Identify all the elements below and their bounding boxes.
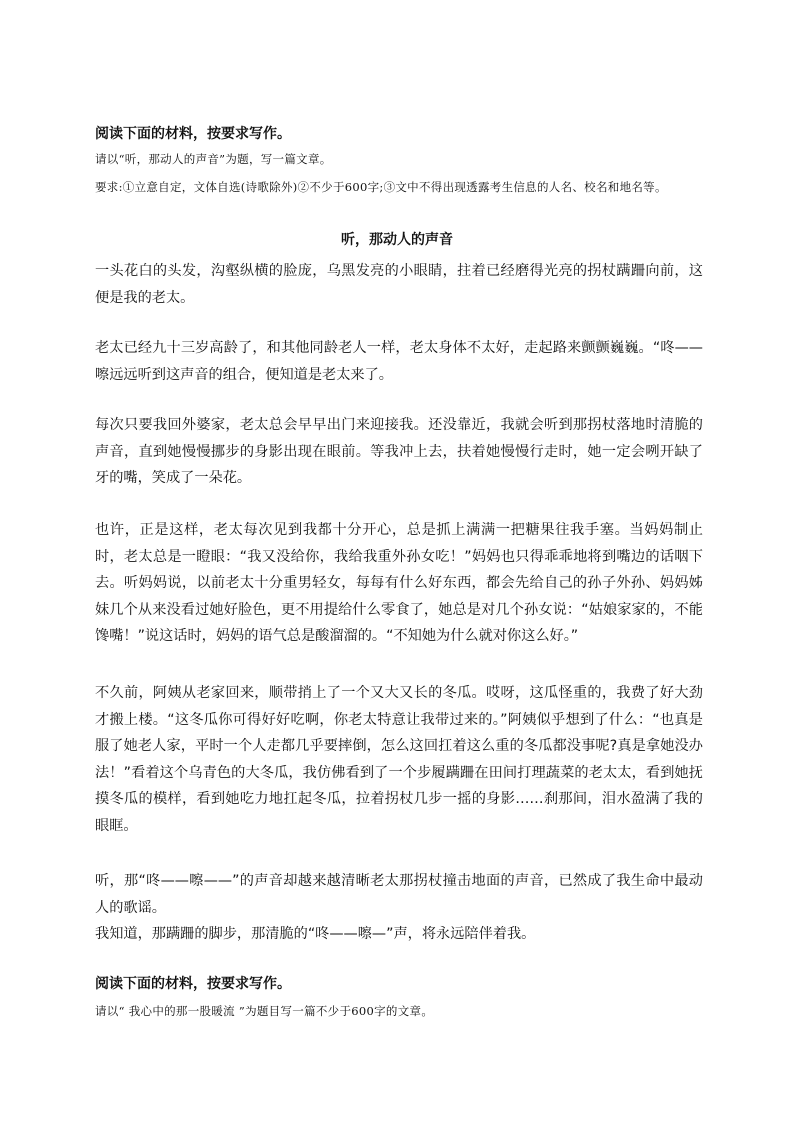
prompt1-instruction: 请以“听，那动人的声音”为题，写一篇文章。	[95, 152, 332, 166]
essay-paragraph-3: 每次只要我回外婆家，老太总会早早出门来迎接我。还没靠近，我就会听到那拐杖落地时清脆的声音，直到她慢慢挪步的身影出现在眼前。等我冲上去，扶着她慢慢行走时，她一定会咧开缺了牙的嘴，笑成了一朵花。	[95, 417, 703, 486]
essay-paragraph-6: 听，那“咚——嚓——”的声音却越来越清晰老太那拐杖撞击地面的声音，已然成了我生命中最动人的歌谣。	[95, 873, 703, 916]
prompt1-heading: 阅读下面的材料，按要求写作。	[95, 126, 291, 142]
prompt2-heading: 阅读下面的材料，按要求写作。	[95, 976, 291, 992]
prompt1-requirements: 要求:①立意自定，文体自选(诗歌除外)②不少于600字;③文中不得出现透露考生信息的人名、校名和地名等。	[95, 180, 667, 194]
essay-title: 听，那动人的声音	[341, 232, 453, 248]
essay-paragraph-5: 不久前，阿姨从老家回来，顺带捎上了一个又大又长的冬瓜。哎呀，这瓜怪重的，我费了好大劲才搬上楼。“这冬瓜你可得好好吃啊，你老太特意让我带过来的。”阿姨似乎想到了什么：“也真是服了她老人家，平时一个人走都几乎要摔倒，怎么这回扛着这么重的冬瓜都没事呢?真是拿她没办法！”看着这个乌青色的大冬瓜，我仿佛看到了一个步履蹒跚在田间打理蔬菜的老太太，看到她抚摸冬瓜的模样，看到她吃力地扛起冬瓜，拉着拐杖几步一摇的身影……刹那间，泪水盈满了我的眼眶。	[95, 685, 703, 834]
essay-paragraph-1: 一头花白的头发，沟壑纵横的脸庞，乌黑发亮的小眼睛，拄着已经磨得光亮的拐杖蹒跚向前，这便是我的老太。	[95, 263, 703, 306]
prompt2-instruction: 请以“ 我心中的那一股暖流 ”为题目写一篇不少于600字的文章。	[95, 1004, 434, 1018]
essay-paragraph-2: 老太已经九十三岁高龄了，和其他同龄老人一样，老太身体不太好，走起路来颤颤巍巍。“咚——嚓远远听到这声音的组合，便知道是老太来了。	[95, 340, 703, 383]
essay-paragraph-4: 也许，正是这样，老太每次见到我都十分开心，总是抓上满满一把糖果往我手塞。当妈妈制止时，老太总是一瞪眼：“我又没给你，我给我重外孙女吃！”妈妈也只得乖乖地将到嘴边的话咽下去。听妈妈说，以前老太十分重男轻女，每每有什么好东西，都会先给自己的孙子外孙、妈妈姊妹几个从来没看过她好脸色，更不用提给什么零食了，她总是对几个孙女说：“姑娘家家的，不能馋嘴！”说这话时，妈妈的语气总是酸溜溜的。“不知她为什么就对你这么好。”	[95, 522, 703, 644]
essay-paragraph-7: 我知道，那蹒跚的脚步，那清脆的“咚——嚓—”声，将永远陪伴着我。	[95, 926, 536, 942]
